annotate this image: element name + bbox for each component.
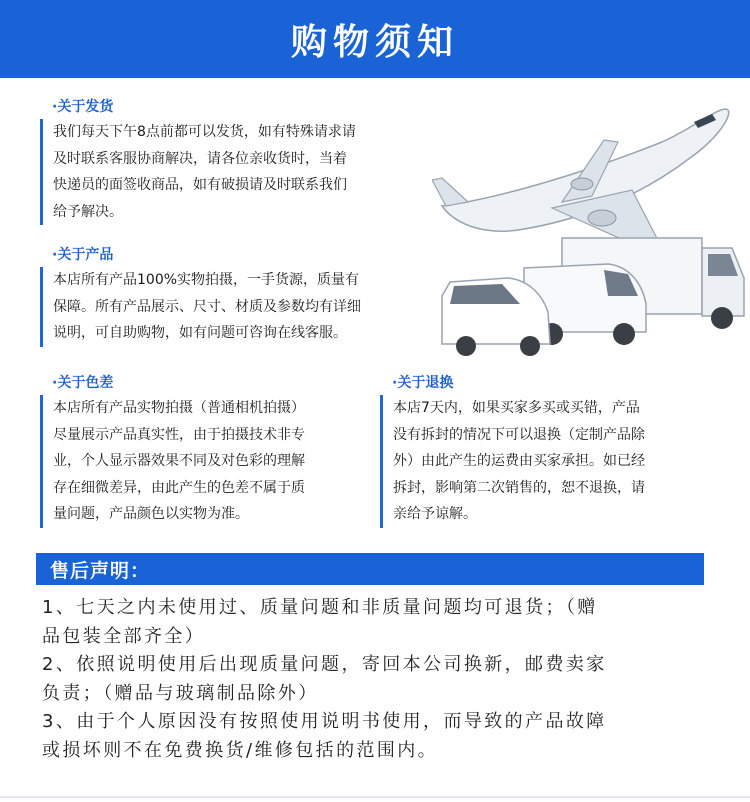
text-line: 本店所有产品100%实物拍摄，一手货源，质量有 [53,272,360,288]
text-line: 2、依照说明使用后出现质量问题，寄回本公司换新，邮费卖家 [42,654,607,675]
text-line: 外）由此产生的运费由买家承担。如已经 [393,453,645,469]
text-line: 没有拆封的情况下可以退换（定制产品除 [393,426,645,443]
text-line: 业，个人显示器效果不同及对色彩的理解 [53,453,305,469]
footer-divider [0,796,750,798]
section-shipping [40,98,425,225]
section-return-exchange [380,374,710,528]
text-line: 及时联系客服协商解决，请各位亲收货时，当着 [53,150,347,167]
text-line: 存在细微差异，由此产生的色差不属于质 [53,479,305,496]
section-title: ·关于色差 [52,375,114,391]
header-banner [0,0,750,78]
text-line: 保障。所有产品展示、尺寸、材质及参数均有详细 [53,298,361,315]
text-line: 或损坏则不在免费换货/维修包括的范围内。 [42,739,439,761]
text-line: 给予解决。 [53,203,123,220]
page-title: 购物须知 [290,21,459,63]
list-item [42,708,707,765]
text-line: 量问题，产品颜色以实物为准。 [53,506,249,522]
logistics-illustration [432,98,750,358]
text-line: 我们每天下午8点前都可以发货，如有特殊请求请 [53,124,356,140]
section-title: ·关于发货 [52,99,114,115]
airplane-icon [432,109,729,250]
text-line: 快递员的面签收商品，如有破损请及时联系我们 [53,177,347,193]
section-body [380,395,710,528]
text-line: 本店7天内，如果买家多买或买错，产品 [393,400,640,416]
aftersale-header [36,553,704,585]
list-item [42,651,707,708]
text-line: 1、七天之内未使用过、质量问题和非质量问题均可退货；（赠 [42,597,598,618]
section-product [40,246,425,347]
list-item [42,594,707,651]
text-line: 本店所有产品实物拍摄（普通相机拍摄） [53,400,305,416]
section-body [40,119,425,225]
section-title: ·关于退换 [392,375,454,391]
section-body [40,395,375,528]
section-body [40,267,425,347]
section-color-difference [40,374,375,528]
text-line: 尽量展示产品真实性，由于拍摄技术非专 [53,426,305,443]
text-line: 品包装全部齐全） [42,625,206,647]
text-line: 负责；（赠品与玻璃制品除外） [42,682,319,704]
aftersale-title: 售后声明： [50,559,151,582]
logistics-svg [432,98,750,358]
minivan-icon [442,278,550,356]
text-line: 3、由于个人原因没有按照使用说明书使用，而导致的产品故障 [42,711,607,732]
text-line: 亲给予谅解。 [393,506,477,522]
text-line: 说明，可自助购物，如有问题可咨询在线客服。 [53,325,347,341]
aftersale-list [42,594,707,765]
text-line: 拆封，影响第二次销售的，恕不退换，请 [393,479,645,496]
section-title: ·关于产品 [52,247,114,263]
